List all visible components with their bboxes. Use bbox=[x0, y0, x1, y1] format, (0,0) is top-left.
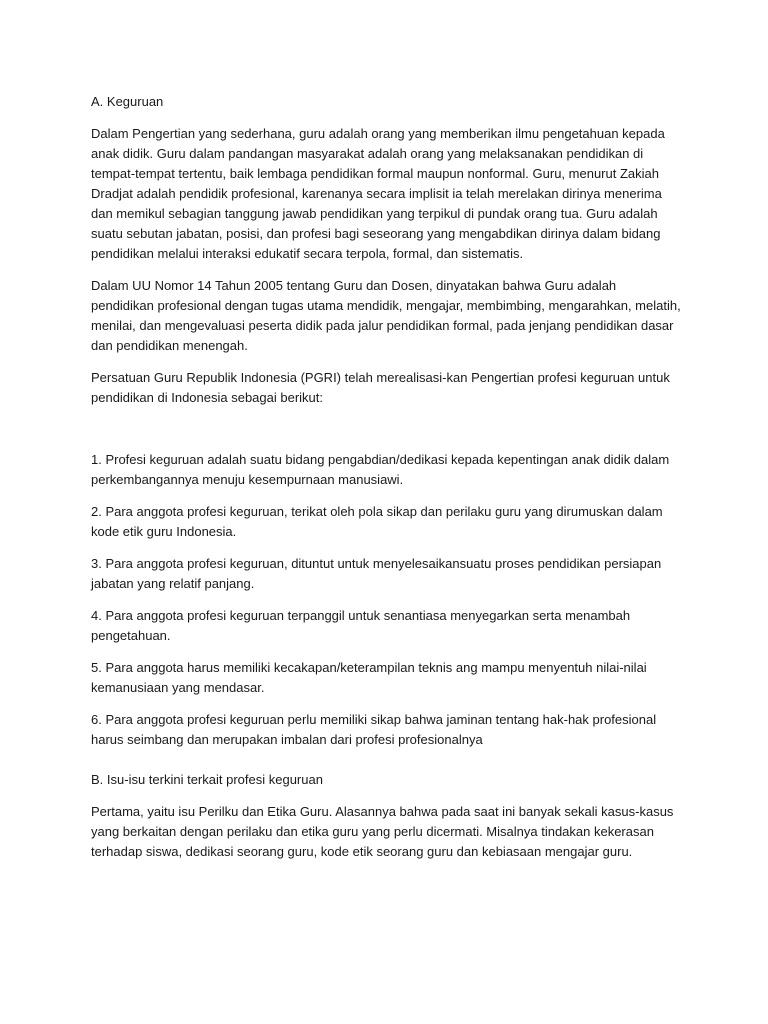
section-a-heading: A. Keguruan bbox=[91, 94, 164, 109]
list-item: 1. Profesi keguruan adalah suatu bidang pengabdian/dedikasi kepada kepentingan anak didik dalam perkembangannya menuju kesempurnaan manusiawi. bbox=[91, 452, 670, 487]
paragraph-uu-nomor-14: Dalam UU Nomor 14 Tahun 2005 tentang Guru dan Dosen, dinyatakan bahwa Guru adalah pendidikan profesional dengan tugas utama mendidik, mengajar, membimbing, mengarahkan, melatih, menilai, dan mengevaluasi peserta didik pada jalur pendidikan formal, pada jenjang pendidikan dasar dan pendidikan menengah. bbox=[91, 278, 681, 353]
document-content bbox=[91, 92, 681, 874]
list-item: 3. Para anggota profesi keguruan, dituntut untuk menyelesaikansuatu proses pendidikan persiapan jabatan yang relatif panjang. bbox=[91, 556, 662, 591]
paragraph-definition: Dalam Pengertian yang sederhana, guru adalah orang yang memberikan ilmu pengetahuan kepada anak didik. Guru dalam pandangan masyarakat adalah orang yang melaksanakan pendidikan di tempat-tempat tertentu, baik lembaga pendidikan formal maupun nonformal. Guru, menurut Zakiah Dradjat adalah pendidik profesional, karenanya secara implisit ia telah merelakan dirinya menerima dan memikul sebagian tanggung jawab pendidikan yang terpikul di pundak orang tua. Guru adalah suatu sebutan jabatan, posisi, dan profesi bagi seseorang yang mengabdikan dirinya dalam bidang pendidikan melalui interaksi edukatif secara terpola, formal, dan sistematis. bbox=[91, 126, 665, 261]
pgri-list bbox=[91, 450, 681, 750]
list-item: 2. Para anggota profesi keguruan, terikat oleh pola sikap dan perilaku guru yang dirumuskan dalam kode etik guru Indonesia. bbox=[91, 504, 663, 539]
paragraph-isu-pertama: Pertama, yaitu isu Perilku dan Etika Guru. Alasannya bahwa pada saat ini banyak sekali kasus-kasus yang berkaitan dengan perilaku dan etika guru yang perlu dicermati. Misalnya tindakan kekerasan terhadap siswa, dedikasi seorang guru, kode etik seorang guru dan kebiasaan mengajar guru. bbox=[91, 804, 674, 859]
paragraph-pgri: Persatuan Guru Republik Indonesia (PGRI) telah merealisasi-kan Pengertian profesi keguruan untuk pendidikan di Indonesia sebagai berikut: bbox=[91, 370, 670, 405]
list-item: 6. Para anggota profesi keguruan perlu memiliki sikap bahwa jaminan tentang hak-hak profesional harus seimbang dan merupakan imbalan dari profesi profesionalnya bbox=[91, 712, 657, 747]
spacer bbox=[91, 420, 681, 450]
section-b-heading: B. Isu-isu terkini terkait profesi keguruan bbox=[91, 772, 323, 787]
list-item: 4. Para anggota profesi keguruan terpanggil untuk senantiasa menyegarkan serta menambah pengetahuan. bbox=[91, 608, 631, 643]
list-item: 5. Para anggota harus memiliki kecakapan/keterampilan teknis ang mampu menyentuh nilai-nilai kemanusiaan yang mendasar. bbox=[91, 660, 647, 695]
